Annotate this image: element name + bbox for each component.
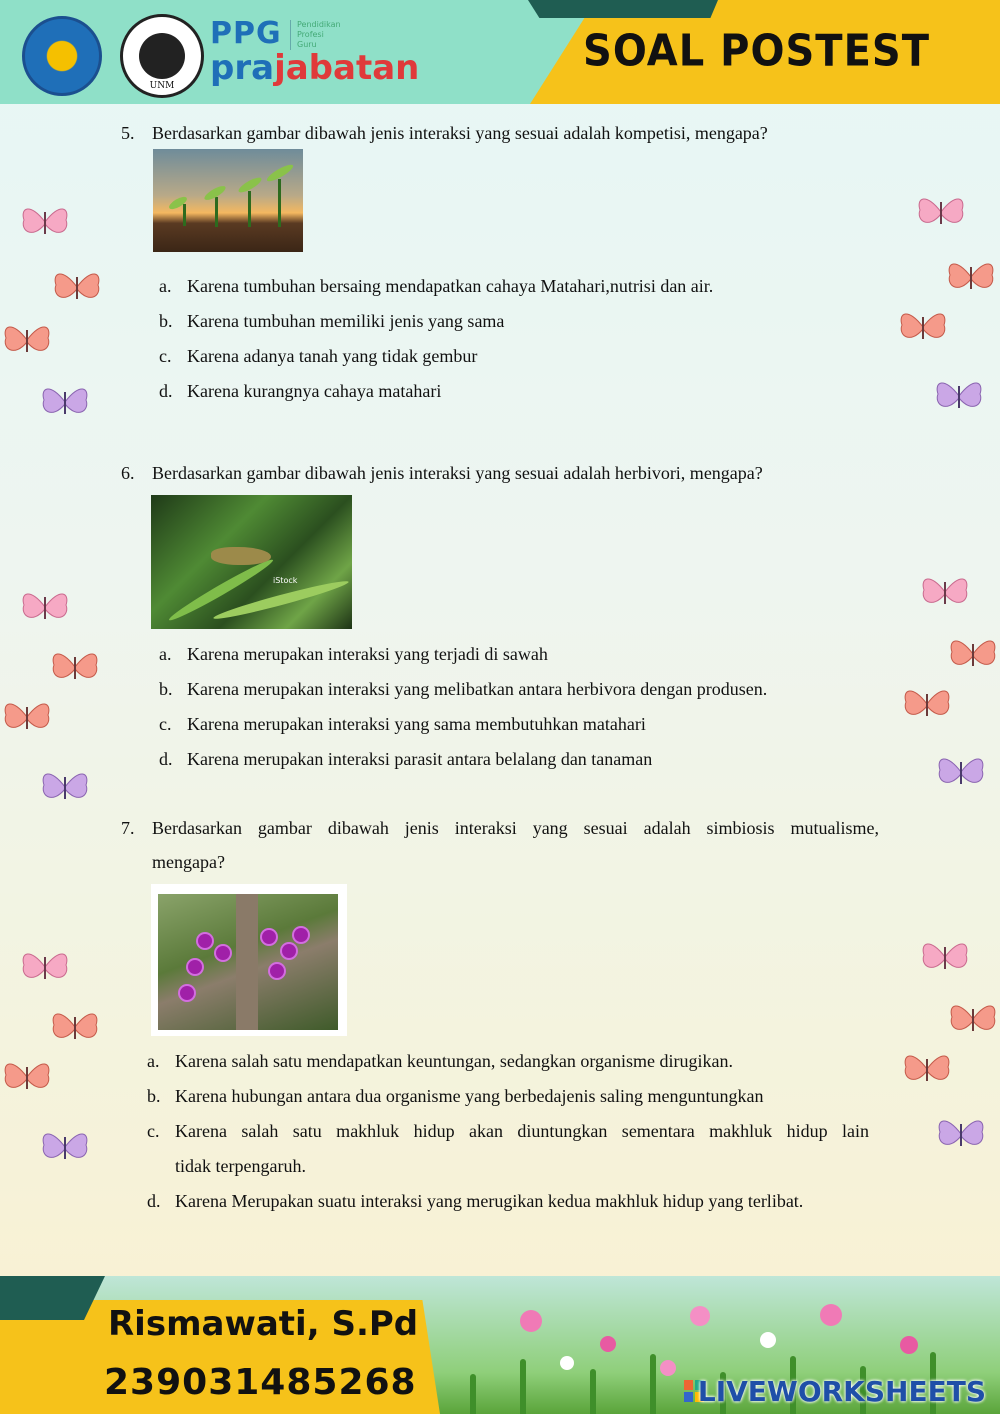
q6-option-c[interactable]: c. Karena merupakan interaksi yang sama membutuhkan matahari: [159, 714, 646, 734]
butterfly-icon: [18, 200, 72, 244]
author-name: Rismawati, S.Pd: [108, 1304, 419, 1344]
ppg-logo-text: PPG: [210, 16, 282, 51]
butterfly-icon: [18, 585, 72, 629]
q7-option-b[interactable]: b. Karena hubungan antara dua organisme yang berbedajenis saling menguntungkan: [147, 1086, 764, 1106]
question-5-number: 5.: [121, 123, 135, 143]
author-id-number: 239031485268: [104, 1362, 417, 1403]
butterfly-icon: [918, 570, 972, 614]
unm-logo-icon: [120, 14, 204, 98]
question-5-text: Berdasarkan gambar dibawah jenis interaksi yang sesuai adalah kompetisi, mengapa?: [152, 123, 768, 143]
q7-option-d[interactable]: d. Karena Merupakan suatu interaksi yang merugikan kedua makhluk hidup yang terlibat.: [147, 1191, 804, 1211]
page-title: SOAL POSTEST: [583, 25, 930, 77]
question-6-image-grasshopper: [151, 495, 352, 629]
butterfly-icon: [48, 645, 102, 689]
butterfly-icon: [38, 765, 92, 809]
header-banner: [0, 0, 1000, 104]
butterfly-icon: [932, 374, 986, 418]
butterfly-icon: [900, 682, 954, 726]
q5-option-b[interactable]: b. Karena tumbuhan memiliki jenis yang sama: [159, 311, 505, 331]
q7-option-a[interactable]: a. Karena salah satu mendapatkan keuntungan, sedangkan organisme dirugikan.: [147, 1051, 733, 1071]
q5-option-d[interactable]: d. Karena kurangnya cahaya matahari: [159, 381, 442, 401]
ppg-subtitle: Pendidikan Profesi Guru: [290, 20, 341, 50]
q7-option-c-line1[interactable]: c. Karena salah satu makhluk hidup akan diuntungkan sementara makhluk hidup lain: [147, 1121, 869, 1141]
q6-option-a[interactable]: a. Karena merupakan interaksi yang terjadi di sawah: [159, 644, 548, 664]
question-5-image-sprouts: [153, 149, 303, 252]
butterfly-icon: [38, 1125, 92, 1169]
butterfly-icon: [0, 318, 54, 362]
butterfly-icon: [900, 1047, 954, 1091]
header-dark-stripe: [528, 0, 718, 18]
butterfly-icon: [0, 1055, 54, 1099]
butterfly-icon: [946, 997, 1000, 1041]
liveworksheets-watermark[interactable]: LIVEWORKSHEETS: [697, 1375, 986, 1408]
butterfly-icon: [934, 750, 988, 794]
butterfly-icon: [0, 695, 54, 739]
butterfly-icon: [914, 190, 968, 234]
question-7-number: 7.: [121, 818, 135, 838]
butterfly-icon: [48, 1005, 102, 1049]
q7-option-c-line2: tidak terpengaruh.: [175, 1156, 306, 1176]
butterfly-icon: [934, 1112, 988, 1156]
butterfly-icon: [896, 305, 950, 349]
question-7-text-line1: Berdasarkan gambar dibawah jenis interaksi yang sesuai adalah simbiosis mutualisme,: [152, 818, 879, 838]
butterfly-icon: [918, 935, 972, 979]
butterfly-icon: [50, 265, 104, 309]
butterfly-icon: [944, 255, 998, 299]
question-6-text: Berdasarkan gambar dibawah jenis interaksi yang sesuai adalah herbivori, mengapa?: [152, 463, 763, 483]
butterfly-icon: [18, 945, 72, 989]
q6-option-b[interactable]: b. Karena merupakan interaksi yang melibatkan antara herbivora dengan produsen.: [159, 679, 768, 699]
istock-watermark: iStock: [273, 576, 298, 585]
footer-banner: [0, 1276, 1000, 1414]
question-7-text-line2: mengapa?: [152, 852, 225, 872]
unm-logo-text: UNM: [149, 81, 175, 91]
butterfly-icon: [38, 380, 92, 424]
butterfly-icon: [946, 632, 1000, 676]
q5-option-a[interactable]: a. Karena tumbuhan bersaing mendapatkan cahaya Matahari,nutrisi dan air.: [159, 276, 714, 296]
tut-wuri-handayani-logo-icon: [22, 16, 102, 96]
question-6-number: 6.: [121, 463, 135, 483]
q5-option-c[interactable]: c. Karena adanya tanah yang tidak gembur: [159, 346, 478, 366]
question-7-image-orchid: [151, 884, 347, 1036]
q6-option-d[interactable]: d. Karena merupakan interaksi parasit antara belalang dan tanaman: [159, 749, 653, 769]
prajabatan-logo-text: prajabatan: [210, 48, 420, 88]
